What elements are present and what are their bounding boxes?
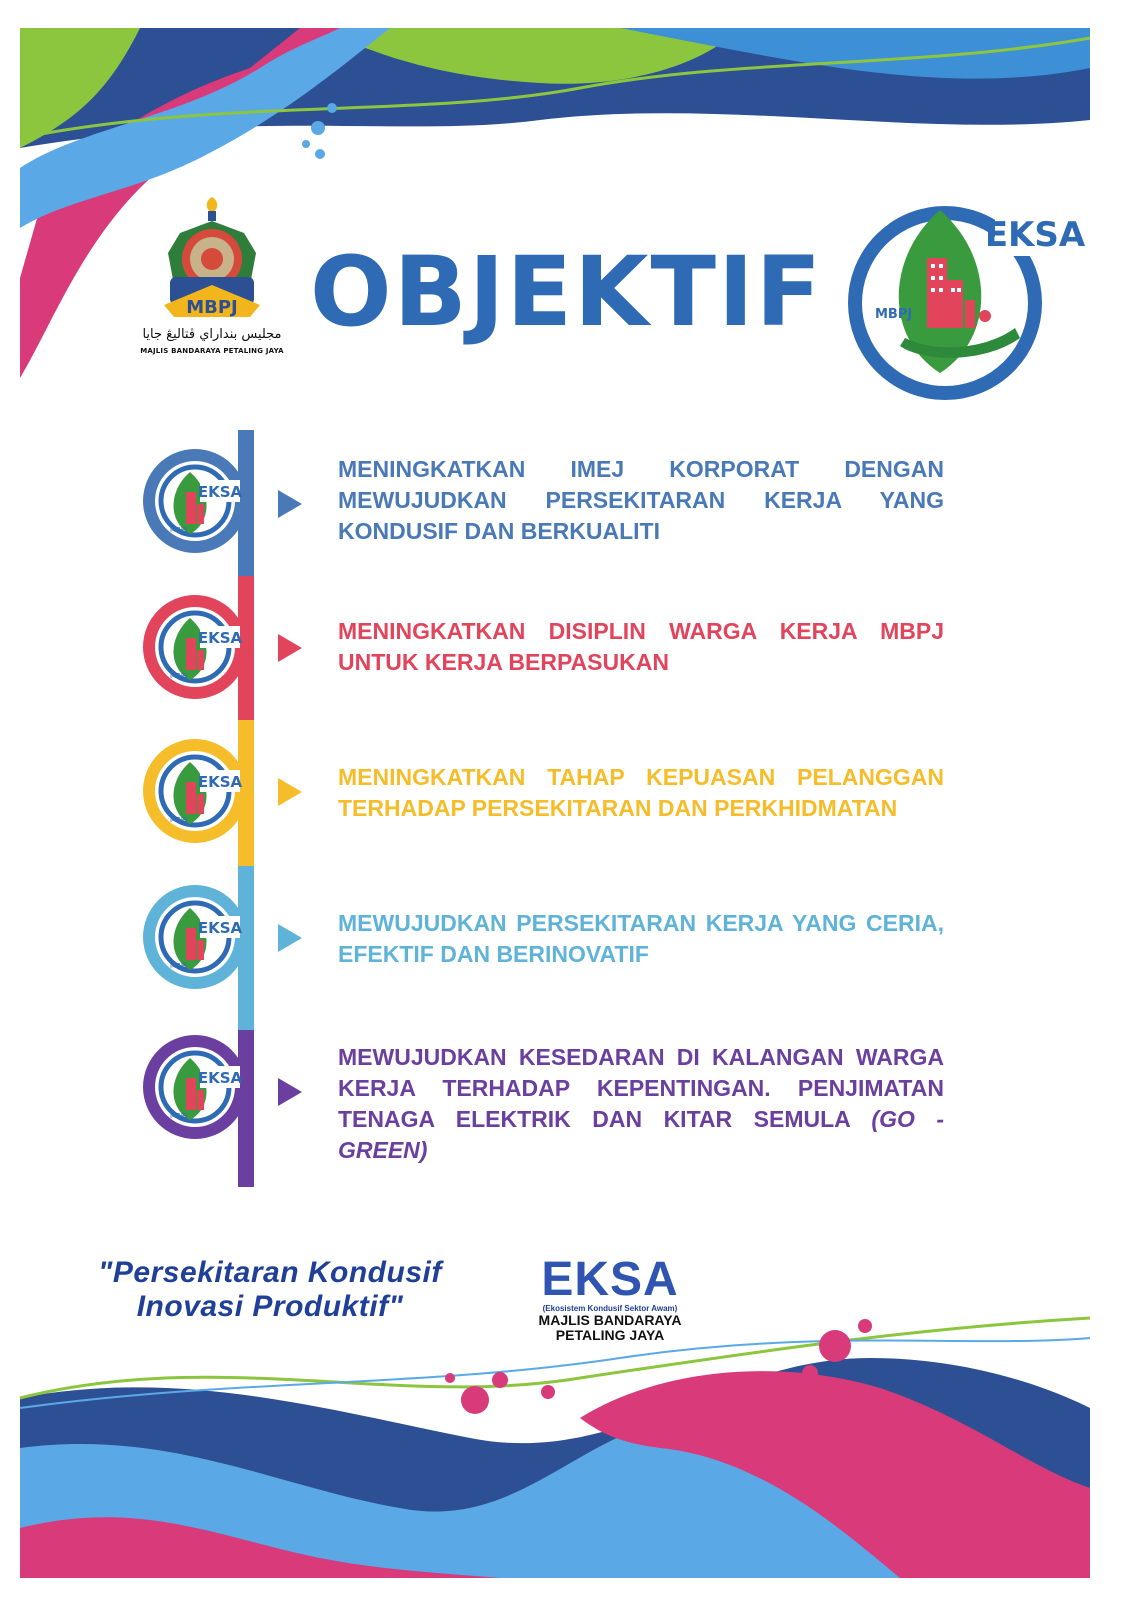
footer-eksa-subtitle: (Ekosistem Kondusif Sektor Awam) <box>542 1304 678 1313</box>
svg-text:EKSA: EKSA <box>197 1069 243 1087</box>
eksa-emblem <box>845 188 1086 408</box>
footer-org-line-1: MAJLIS BANDARAYA <box>538 1312 682 1328</box>
arrow-right-icon <box>278 778 302 806</box>
slogan-line-2: Inovasi Produktif" <box>136 1290 404 1323</box>
svg-text:EKSA: EKSA <box>197 483 243 501</box>
slogan <box>50 1256 490 1324</box>
eksa-badge-icon <box>140 446 250 556</box>
mbpj-crest-icon <box>150 193 274 325</box>
page-title: OBJEKTIF <box>310 236 824 348</box>
eksa-badge-icon <box>140 882 250 992</box>
arrow-right-icon <box>278 490 302 518</box>
objective-text: MEWUJUDKAN PERSEKITARAN KERJA YANG CERIA, EFEKTIF DAN BERINOVATIF <box>338 910 944 967</box>
svg-text:MBPJ: MBPJ <box>170 816 188 824</box>
svg-text:EKSA: EKSA <box>197 629 243 647</box>
objective-text <box>338 1042 944 1166</box>
svg-text:EKSA: EKSA <box>197 919 243 937</box>
eksa-badge-icon <box>140 592 250 702</box>
arrow-right-icon <box>278 1078 302 1106</box>
svg-text:MBPJ: MBPJ <box>170 1112 188 1120</box>
footer-org-line-2: PETALING JAYA <box>555 1327 665 1343</box>
eksa-badge-icon <box>140 736 250 846</box>
eksa-leaf-city-icon <box>845 188 1086 408</box>
svg-text:MBPJ: MBPJ <box>875 307 913 322</box>
footer-eksa-title: EKSA <box>541 1253 679 1306</box>
svg-text:MBPJ: MBPJ <box>186 297 238 318</box>
objective-text-main: MEWUJUDKAN KESEDARAN DI KALANGAN WARGA KERJA TERHADAP KEPENTINGAN. PENJIMATAN TENAGA ELEKTRIK DAN KITAR SEMULA <box>338 1044 944 1132</box>
svg-text:MBPJ: MBPJ <box>170 526 188 534</box>
svg-text:EKSA: EKSA <box>197 773 243 791</box>
mbpj-logo <box>132 193 292 393</box>
arrow-right-icon <box>278 924 302 952</box>
svg-text:EKSA: EKSA <box>984 215 1086 255</box>
objective-text-emphasis: (GO - GREEN) <box>338 1106 945 1163</box>
eksa-badge-icon <box>140 1032 250 1142</box>
poster <box>20 28 1110 1578</box>
mbpj-arabic-name: مجليس بنداراي ڤتاليڠ جايا <box>142 327 282 342</box>
svg-text:MBPJ: MBPJ <box>170 962 188 970</box>
slogan-line-1: "Persekitaran Kondusif <box>98 1256 442 1289</box>
svg-text:MBPJ: MBPJ <box>170 672 188 680</box>
objective-text: MENINGKATKAN IMEJ KORPORAT DENGAN MEWUJUDKAN PERSEKITARAN KERJA YANG KONDUSIF DAN BERKUALITI <box>338 456 944 544</box>
arrow-right-icon <box>278 634 302 662</box>
mbpj-caption: MAJLIS BANDARAYA PETALING JAYA <box>140 347 284 355</box>
objective-text: MENINGKATKAN TAHAP KEPUASAN PELANGGAN TERHADAP PERSEKITARAN DAN PERKHIDMATAN <box>338 764 944 821</box>
objective-text: MENINGKATKAN DISIPLIN WARGA KERJA MBPJ UNTUK KERJA BERPASUKAN <box>338 618 944 675</box>
footer-eksa-mark <box>500 1253 720 1343</box>
